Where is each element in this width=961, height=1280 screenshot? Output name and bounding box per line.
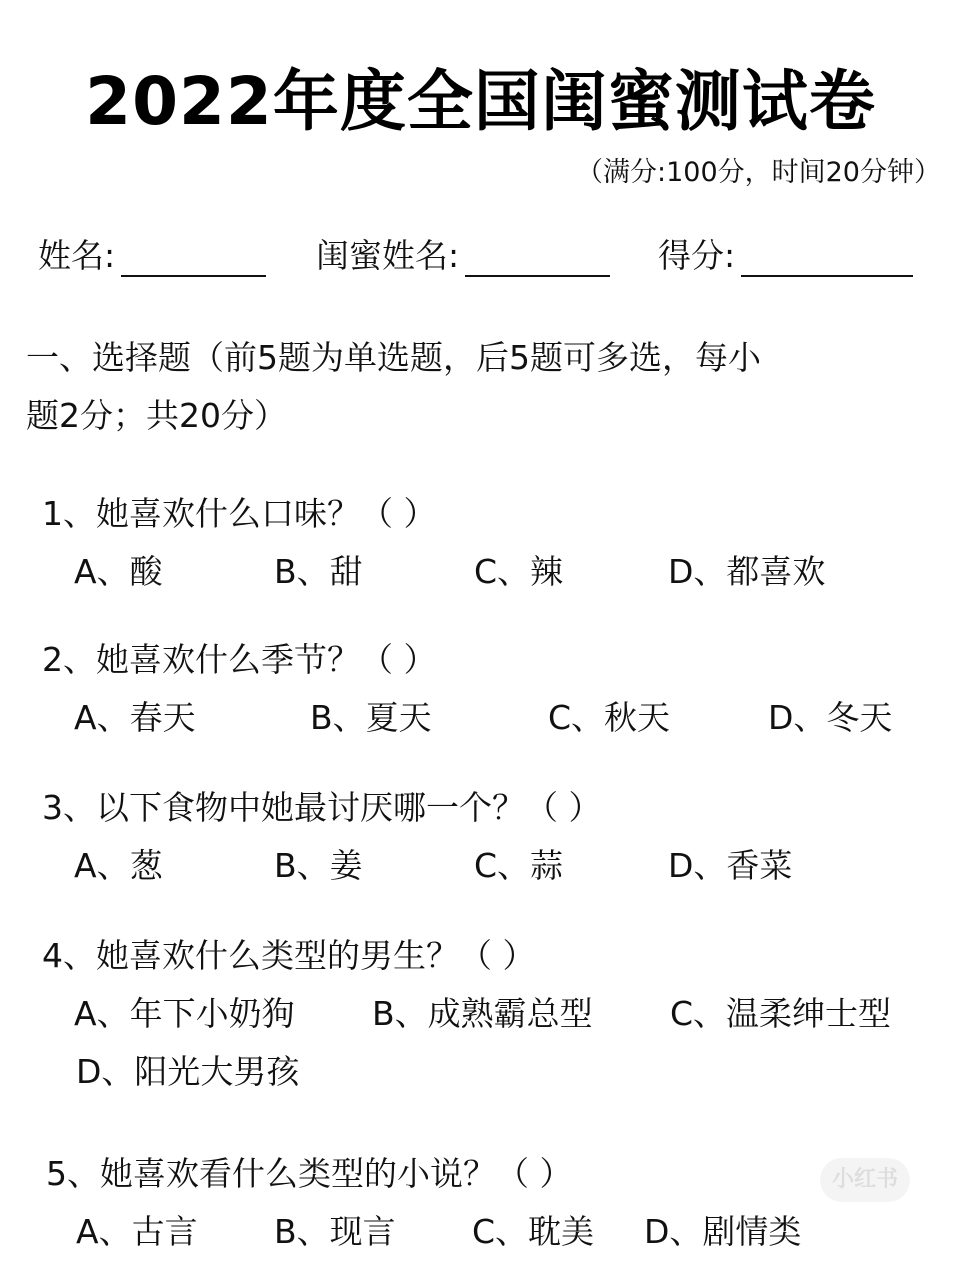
option: B、甜 [274, 552, 363, 591]
option: B、夏天 [310, 698, 432, 737]
question-5: 5、她喜欢看什么类型的小说？（ ） [46, 1154, 573, 1193]
section-heading-cont: 题2分；共20分） [26, 396, 287, 435]
subtitle: （满分:100分，时间20分钟） [576, 157, 941, 188]
page-title: 2022年度全国闺蜜测试卷 [85, 63, 876, 140]
option: A、葱 [74, 846, 163, 885]
option: A、酸 [74, 552, 163, 591]
option: B、姜 [274, 846, 363, 885]
option: C、蒜 [474, 846, 564, 885]
name-label: 姓名: [38, 236, 116, 275]
option: C、辣 [474, 552, 564, 591]
score-blank[interactable] [741, 241, 913, 277]
option: D、香菜 [668, 846, 793, 885]
option: C、温柔绅士型 [670, 994, 892, 1033]
option: C、耽美 [472, 1212, 595, 1251]
score-label: 得分: [658, 236, 736, 275]
option: B、现言 [274, 1212, 396, 1251]
option: A、春天 [74, 698, 196, 737]
friend-name-field[interactable] [316, 230, 610, 277]
option: B、成熟霸总型 [372, 994, 593, 1033]
score-field[interactable] [658, 230, 913, 277]
friend-name-blank[interactable] [465, 241, 610, 277]
watermark-logo: 小红书 [820, 1158, 910, 1202]
question-3: 3、以下食物中她最讨厌哪一个？（ ） [42, 788, 602, 827]
option: A、年下小奶狗 [74, 994, 295, 1033]
question-4: 4、她喜欢什么类型的男生？（ ） [42, 936, 536, 975]
option: D、都喜欢 [668, 552, 826, 591]
name-blank[interactable] [121, 241, 266, 277]
option: D、冬天 [768, 698, 893, 737]
option: A、古言 [76, 1212, 198, 1251]
question-1: 1、她喜欢什么口味？（ ） [42, 494, 437, 533]
section-heading: 一、选择题（前5题为单选题，后5题可多选，每小 [26, 338, 761, 377]
option: C、秋天 [548, 698, 671, 737]
option: D、剧情类 [644, 1212, 802, 1251]
name-field[interactable] [38, 230, 266, 277]
friend-name-label: 闺蜜姓名: [316, 236, 460, 275]
question-2: 2、她喜欢什么季节？（ ） [42, 640, 437, 679]
option: D、阳光大男孩 [76, 1052, 300, 1091]
